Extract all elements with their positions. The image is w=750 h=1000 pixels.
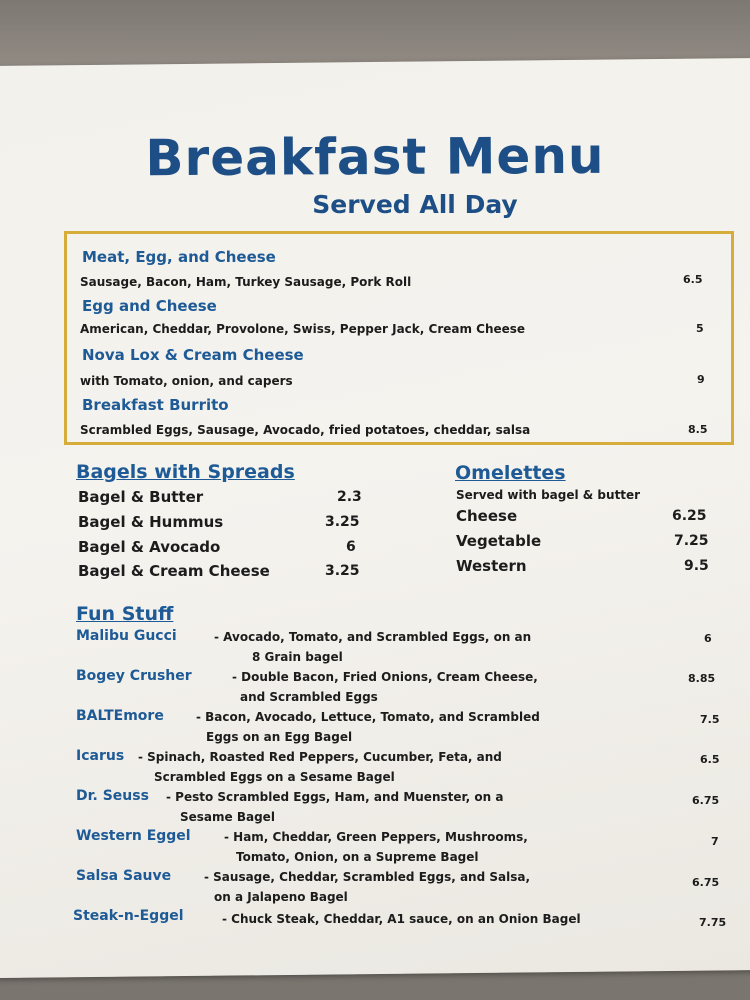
bagel-item-name: Bagel & Avocado <box>78 538 221 556</box>
fun-item-desc-line2: Eggs on an Egg Bagel <box>206 730 353 744</box>
fun-item-price: 6 <box>704 632 712 645</box>
boxed-item-desc: American, Cheddar, Provolone, Swiss, Pepper Jack, Cream Cheese <box>80 322 526 336</box>
bagel-item-name: Bagel & Butter <box>78 488 204 506</box>
fun-item-desc-line1: - Chuck Steak, Cheddar, A1 sauce, on an Onion Bagel <box>222 912 581 926</box>
bagel-item-name: Bagel & Cream Cheese <box>78 562 270 580</box>
omelettes-note: Served with bagel & butter <box>456 488 641 502</box>
fun-item-price: 7.75 <box>699 916 727 929</box>
section-title-omelettes: Omelettes <box>455 462 566 484</box>
fun-item-price: 6.5 <box>700 753 720 766</box>
fun-item-name: Bogey Crusher <box>76 668 192 684</box>
boxed-item-price: 5 <box>696 322 704 335</box>
fun-item-desc-line2: Tomato, Onion, on a Supreme Bagel <box>236 850 479 864</box>
boxed-item-desc: Scrambled Eggs, Sausage, Avocado, fried potatoes, cheddar, salsa <box>80 423 531 437</box>
omelette-item-name: Vegetable <box>456 532 542 550</box>
fun-item-name: Icarus <box>76 748 125 764</box>
bagel-item-price: 2.3 <box>337 489 362 505</box>
bagel-item-name: Bagel & Hummus <box>78 513 224 531</box>
menu-title: Breakfast Menu <box>145 126 605 188</box>
boxed-item-name: Breakfast Burrito <box>82 396 229 414</box>
fun-item-desc-line1: - Avocado, Tomato, and Scrambled Eggs, on an <box>214 630 532 644</box>
fun-item-desc-line1: - Ham, Cheddar, Green Peppers, Mushrooms, <box>224 830 528 844</box>
fun-item-name: Dr. Seuss <box>76 788 149 804</box>
boxed-item-desc: Sausage, Bacon, Ham, Turkey Sausage, Pork Roll <box>80 275 412 289</box>
fun-item-name: Salsa Sauve <box>76 868 172 884</box>
fun-item-desc-line1: - Double Bacon, Fried Onions, Cream Cheese, <box>232 670 538 684</box>
fun-item-desc-line2: Sesame Bagel <box>180 810 275 824</box>
fun-item-desc-line2: Scrambled Eggs on a Sesame Bagel <box>154 770 395 784</box>
boxed-item-desc: with Tomato, onion, and capers <box>80 374 293 388</box>
fun-item-desc-line2: on a Jalapeno Bagel <box>214 890 348 904</box>
menu-subtitle: Served All Day <box>312 190 518 219</box>
boxed-item-name: Meat, Egg, and Cheese <box>82 248 276 266</box>
fun-item-name: Western Eggel <box>76 828 191 844</box>
omelette-item-name: Cheese <box>456 507 518 525</box>
boxed-item-price: 8.5 <box>688 423 708 436</box>
fun-item-desc-line1: - Spinach, Roasted Red Peppers, Cucumber, Feta, and <box>138 750 502 764</box>
section-title-bagels: Bagels with Spreads <box>76 461 295 483</box>
section-title-fun-stuff: Fun Stuff <box>76 603 174 625</box>
fun-item-price: 8.85 <box>688 672 716 685</box>
fun-item-desc-line1: - Pesto Scrambled Eggs, Ham, and Muenster, on a <box>166 790 504 804</box>
boxed-item-price: 6.5 <box>683 273 703 286</box>
fun-item-name: Steak-n-Eggel <box>73 908 184 924</box>
omelette-item-price: 6.25 <box>672 508 707 524</box>
bagel-item-price: 6 <box>346 539 356 555</box>
fun-item-price: 6.75 <box>692 876 720 889</box>
bagel-item-price: 3.25 <box>325 514 360 530</box>
fun-item-desc-line1: - Bacon, Avocado, Lettuce, Tomato, and Scrambled <box>196 710 540 724</box>
boxed-item-name: Egg and Cheese <box>82 297 217 315</box>
boxed-item-name: Nova Lox & Cream Cheese <box>82 346 304 364</box>
fun-item-price: 7.5 <box>700 713 720 726</box>
fun-item-name: Malibu Gucci <box>76 628 177 644</box>
omelette-item-name: Western <box>456 557 527 575</box>
fun-item-name: BALTEmore <box>76 708 164 724</box>
bagel-item-price: 3.25 <box>325 563 360 579</box>
boxed-item-price: 9 <box>697 373 705 386</box>
fun-item-price: 7 <box>711 835 719 848</box>
omelette-item-price: 7.25 <box>674 533 709 549</box>
fun-item-desc-line1: - Sausage, Cheddar, Scrambled Eggs, and Salsa, <box>204 870 531 884</box>
omelette-item-price: 9.5 <box>684 558 709 574</box>
fun-item-price: 6.75 <box>692 794 720 807</box>
fun-item-desc-line2: and Scrambled Eggs <box>240 690 378 704</box>
fun-item-desc-line2: 8 Grain bagel <box>252 650 343 664</box>
